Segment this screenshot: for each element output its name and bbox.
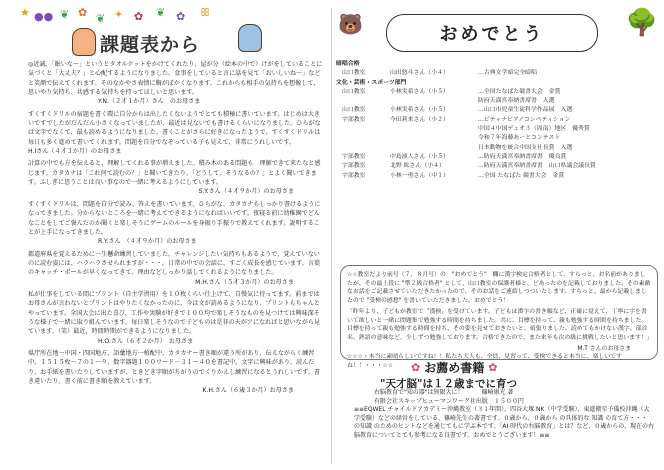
grapes-icon: ●● — [34, 10, 54, 23]
flower-icon: ✿ — [134, 10, 144, 23]
award-student — [390, 134, 478, 143]
box-closing: ☆☆☆・本当に素晴らしいですね！！私たち大人も、全員、見習って、受検できると本当に、楽しいですね！！・・・☆☆ — [347, 354, 622, 370]
award-student — [390, 144, 478, 153]
book-title: "天才脳"は１２歳までに育つ — [380, 378, 517, 390]
comment-text: 都道府県を覚えるために一生懸命練習していました。チャレンジしたい気持ちもあるようで、覚えていないのに読む姿には、ハラハラさせられますが・・・。日常の中での会話に、すごく成長を感じています。言葉のキャッチ・ボールが早くなってきて、理由などしっかり話してくれるようになりました。 — [28, 250, 321, 277]
flower-icon: ✿ — [488, 361, 498, 374]
section-title: おめでとう — [439, 24, 545, 45]
award-classroom: 宇部教室 — [342, 153, 366, 160]
flower-icon: ✿ — [411, 361, 421, 374]
award-student — [390, 125, 478, 134]
award-classroom: 宇部教室 — [342, 116, 366, 123]
award-detail: …山口市児童生徒科学作品展 入選 — [478, 107, 573, 114]
star-icon: ★ — [20, 6, 30, 19]
right-column — [336, 0, 662, 470]
leaf-icon: ❦ — [156, 6, 166, 19]
award-student: 山田悠斗さん（小４） — [390, 70, 449, 77]
bear-icon: 🐻 — [338, 12, 363, 36]
book-details — [354, 389, 654, 441]
comment-text: ◎近誠、「眠いな～」というとタオルケットをかけてくれたり、屋が分（絵本の中で）けがをしていることに気づくと「大丈夫？」と心配するようになりました。食事をしていると言に話を見て「おいしいね～」などと笑顔で伝えてくれます。そのなかやさ表情に胸がぽかくなります。これからも相手の気持ちを想像して、思いやり気持ち、共感する気持ちを持ってほしいと思います。 — [28, 61, 323, 97]
award-classroom — [336, 144, 390, 153]
award-row — [336, 153, 662, 162]
box-signature: M.T さんのお母さま — [577, 345, 631, 352]
award-detail: …全国たなばた競書大会 金賞 — [478, 88, 561, 95]
title-frame — [386, 14, 598, 52]
award-detail: …ビティナピアノコンペティション — [478, 116, 571, 123]
comment-item — [28, 200, 324, 247]
comment-item — [28, 290, 324, 346]
award-detail: …全国 たなばた 競書大会 金賞 — [478, 172, 565, 179]
award-row — [336, 106, 662, 115]
box-quote: 「昨年より、子どもが教室で〝漢検〟を受けています。子どもは漢字の書き順など、正確に覚えて、丁寧に字を書いて欲しいと一緒に問題集で勉強する時間を持ちました。共に、目標を持って、親も勉強する時間を持ちました。目標を持って親も勉強する時間を持ち、その姿を見せておきたいと、頑張りました。読めてもかけない漢字、部首名、熟語の意味など、少しずつ勉強しております。合格できたので、また来年も次の級に挑戦したいと思います！」 — [347, 308, 653, 341]
comment-item — [28, 349, 324, 396]
butterfly-icon: ꕥ — [200, 6, 211, 19]
comment-signature: R.Y.さん （４才９か月）のお母さま — [98, 238, 197, 246]
comment-text: 計算の中でも方を伝えると、理解してくれる事が増えました。積み木のある問題も 理解できて来たなと感じます。カタカナは「これ何て読むの？」と聞いてきたり、「どうして、そうなるの？」とよく聞いてきます。ふしぎに思うことは良い事なので一緒に考えるようにしています。 — [28, 160, 321, 187]
award-classroom: 宇部教室 — [342, 163, 366, 170]
award-classroom: 宇部教室 — [342, 172, 366, 179]
book-publisher: 有限会社スキップヒューマンワーク社出版 １５００円 — [374, 397, 524, 405]
comment-signature: Y.N.（２才１か月）さん のお母さま — [98, 98, 201, 106]
award-row — [336, 125, 662, 134]
leaf-icon: ❦ — [96, 12, 106, 25]
child-icon — [72, 28, 96, 56]
comments-list — [28, 60, 324, 399]
award-row — [336, 144, 662, 153]
flower-icon: ✿ — [176, 10, 186, 23]
award-detail: 中国４中国デュオ３（周南）地区 優秀賞 — [478, 126, 590, 133]
box-intro: ☆☆教室だより前号（７，８月号）の "おめでとう" 欄に漢字検定合格者として、すらっと、お名前がありましたが、その最上段に "準２級合格者" として、山口教室の保護者様と、どあったのを記載しておりました。その素敵なお話をご記載させていただきたかったので、そのお話をご連絡しつついたします。すらっと、最から記載しましたので "受検の感想" を書いていただきました。おめでとう！ — [347, 272, 651, 305]
award-classroom: 山口教室 — [342, 88, 366, 95]
award-classroom — [336, 97, 390, 106]
award-detail: 令和７年海藤あーとコンテスト — [478, 135, 561, 142]
award-classroom: 山口教室 — [342, 70, 366, 77]
comment-text: すくすくドリルの宿題を書く際に自分からは出したくないようでとても積極に書いています。はじめは大きいですでしたがだんだん小さくなっていましたが、最近は見ないでも書けるくらいになりました。ひらがなは文字でなくて、最も読めるようになりました。書くことがさらに好きになったようで、すくすくドリルは毎日も多く進めて書いてくれます。問題を自分でなぞっている子も見えて、非常にうれしいです。 — [28, 110, 321, 146]
tree-icon: 🌳 — [625, 8, 658, 38]
award-student: 小林実希さん（小５） — [390, 88, 449, 95]
award-detail: …防府天満宮奉納書席書 優良賞 — [478, 153, 567, 160]
awards-list — [336, 60, 662, 181]
book-author: 右脳教育で"知の器"は無限大に！ 篠崎康光 著 — [374, 389, 514, 396]
comment-signature: H.Iさん（４才３か月）のお母さま — [28, 148, 122, 156]
award-detail: …古典文学暗完全暗唱 — [478, 70, 537, 77]
page-title: 課題表から — [100, 34, 201, 56]
comment-signature: H.O.さん（６才２か月） お母さま — [98, 337, 194, 345]
award-row — [336, 134, 662, 143]
child-icon — [238, 24, 262, 52]
award-row — [336, 172, 662, 181]
awards-section-heading: 文化・芸術・スポーツ部門 — [336, 79, 407, 86]
award-student: 今田莉来さん（小２） — [390, 116, 449, 123]
award-classroom — [336, 125, 390, 134]
flower-icon: ✿ — [78, 6, 88, 19]
award-student: 小林一勇さん（中１） — [390, 172, 449, 179]
comment-signature: M.H.さん（５才３か月）のお母さま — [195, 278, 294, 286]
comment-item — [28, 60, 324, 107]
awards-section-heading: 暗唱合格 — [336, 61, 360, 67]
award-row — [336, 116, 662, 125]
right-header — [336, 0, 662, 56]
award-detail: 日本動物を統合中国支社長賞 入選 — [478, 144, 573, 151]
award-detail: 防府天満宮奉納書席書 入選 — [478, 98, 555, 105]
comment-item — [28, 159, 324, 196]
comment-text: 私が仕事をしている間にプリント（自主学習用）を１０枚くらい仕上げて、自慢気に待ってます。前まではお母さんが言わないとプリントはやりたくなかったのに、今は文が読めるようになり、プリントもちゃんとやっています。全国大会に出た喜び、工作や実験が好きで１００均で楽しそうなものを見つけては興味深そうな様子で一緒に取り組んでいます。毎日楽しそうなので子どものは是非の天がアになればと思いながら見ています。（笑）最近、時間時期ができるようになりました。 — [28, 290, 321, 336]
award-student: 中島凛人さん（小５） — [390, 153, 449, 160]
award-student: 小林実希さん（小５） — [390, 107, 449, 114]
comment-item — [28, 250, 324, 287]
award-classroom: 山口教室 — [342, 107, 366, 114]
award-student: 北野 紘さん（小４） — [390, 163, 445, 170]
award-detail: …防府天満宮奉納書席書 山口県議会議長賞 — [478, 163, 596, 170]
award-student — [390, 97, 478, 106]
comment-item — [28, 110, 324, 157]
column-divider — [331, 8, 332, 463]
award-row — [336, 88, 662, 97]
comment-text: すくすくドリルは、問題を自分で読み、答えを書いています。ひらがな、カタカナもしっかり書けるようになってきました。分からないところを一緒に考えてできるようになればいいです。夜寝る前に幼稚園でどんなことをしてご褒んだのか聞くと楽しそうにゲームのルールを身振り手振りで教えてくれます。説明することが上手になってきました。 — [28, 200, 321, 236]
left-column — [0, 0, 330, 470]
books-heading — [411, 359, 497, 376]
award-row — [336, 69, 662, 78]
award-row — [336, 162, 662, 171]
leaf-icon: ❦ — [60, 8, 70, 21]
left-header — [0, 0, 330, 60]
comment-signature: K.H.さん（６歳３か月）お母さま — [202, 387, 294, 395]
star-icon: ✦ — [114, 8, 124, 21]
comment-text: 県庁所在地一中国・四国地方、語彙地方一植配中、カタカナー書き順が違う所があり、伝えながらく練習中。１５１５枚－７の１〜９、数字器題１００ワード－３１〜４０を書記中。文字に興味があり、読んだり、お手紙を書いたりしていますが、ときどき字順がちがうのでくりかえし練習になるとうれしいです。書き違いたり、書く前に書き順を教えています。 — [28, 349, 321, 385]
comment-signature: S.Y.さん（４才９か月）のお母さま — [198, 188, 294, 196]
books-heading-text: お薦め書籍 — [424, 361, 485, 375]
book-description: ≡≡EQWEL チャイルドアカデミー沖縄教室（３１年間）、四谷大塚 NK（中学受験）、東進衛星予備校沖縄（大学受験）などの経営をしている、篠崎先生の著書です。０歳から、０歳から の具体的な 知識 の育て方・・・ の知識 のためのヒントなどを通じてもに学ぶ本です。「AI 時代の右脳教育」とは？など、０歳からの、現在の右脳教育についてとても参考になる良書です。おめでとうございます！≡≡ — [354, 406, 654, 439]
award-row — [336, 97, 662, 106]
award-classroom — [336, 134, 390, 143]
